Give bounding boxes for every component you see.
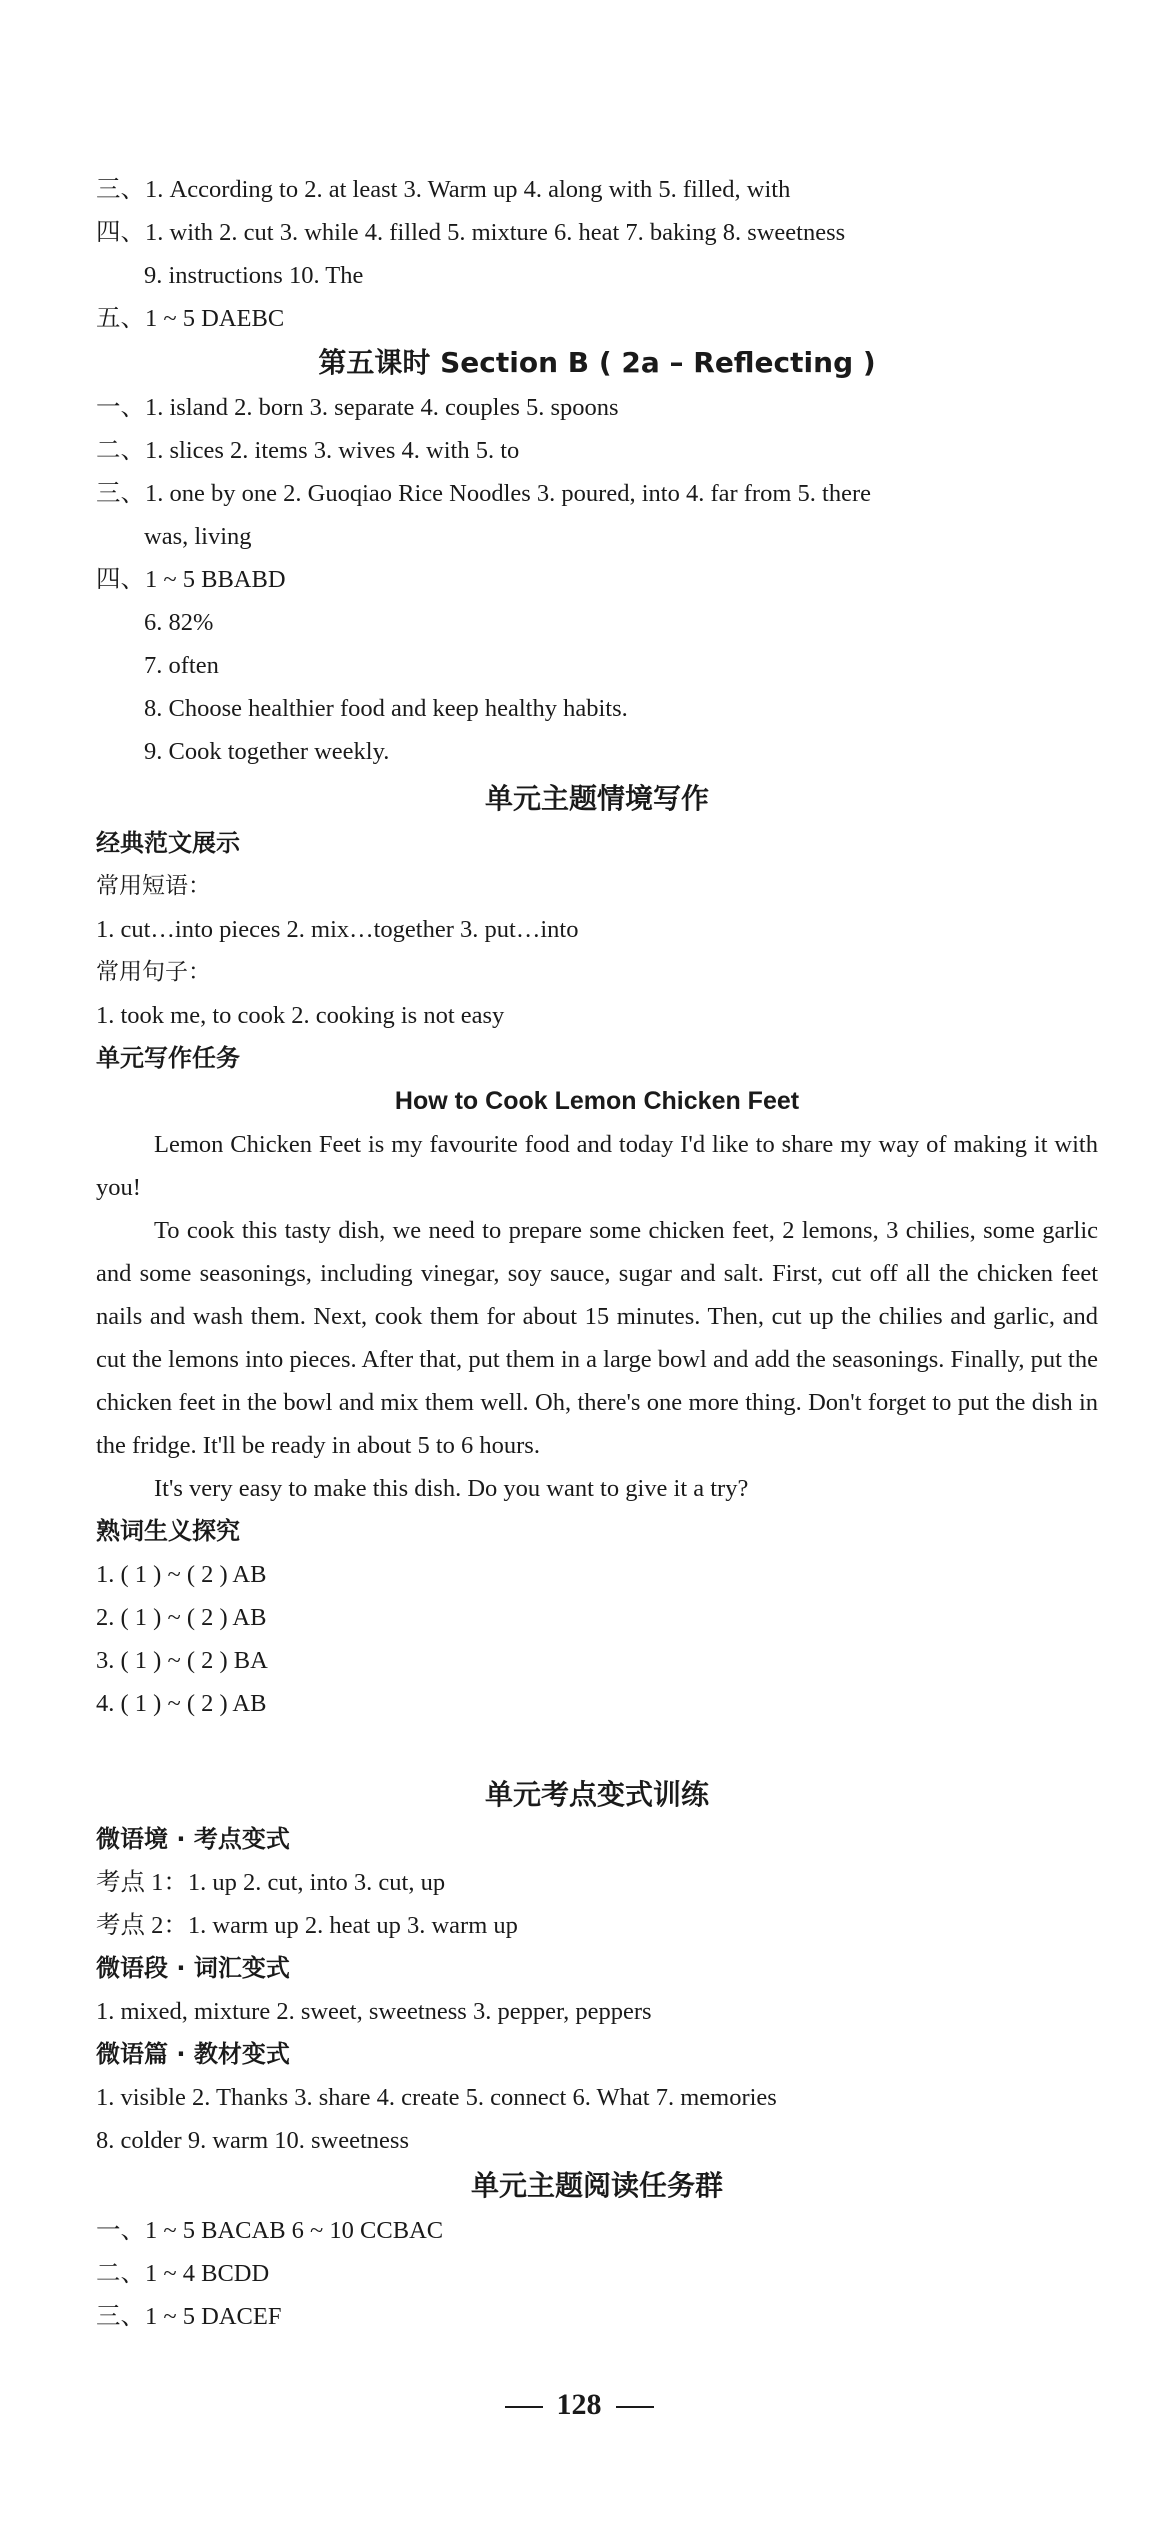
answer-line: 8. colder 9. warm 10. sweetness [96,2127,409,2154]
section-title: 第五课时 Section B ( 2a – Reflecting ) [318,346,876,379]
answer-line: 7. often [144,652,219,679]
answer-line: 考点 1：1. up 2. cut, into 3. cut, up [96,1869,446,1896]
answer-line: 四、1. with 2. cut 3. while 4. filled 5. mixture 6. heat 7. baking 8. sweetness [96,219,846,246]
answer-line: 9. Cook together weekly. [144,738,390,765]
essay-title: How to Cook Lemon Chicken Feet [394,1087,800,1115]
section-title: 单元主题阅读任务群 [470,2169,723,2202]
section-title: 单元考点变式训练 [484,1778,709,1811]
label: 常用句子： [96,959,211,985]
writing-section [96,776,1098,1725]
section-title: 单元主题情境写作 [484,782,709,815]
answer-line: 二、1 ~ 4 BCDD [96,2260,270,2287]
answer-line: 1. visible 2. Thanks 3. share 4. create 5. connect 6. What 7. memories [96,2084,777,2111]
answer-line: 6. 82% [144,609,214,636]
answer-line: 1. cut…into pieces 2. mix…together 3. put…into [96,916,579,943]
subsection-title: 微语段 · 词汇变式 [96,1954,290,1982]
answer-line: 三、1. one by one 2. Guoqiao Rice Noodles 3. poured, into 4. far from 5. there [96,480,871,507]
subsection-title: 单元写作任务 [96,1044,240,1072]
dash-right [616,2406,654,2408]
reading-section [96,2163,1098,2338]
answer-line: 1. took me, to cook 2. cooking is not easy [96,1002,505,1029]
subsection-title: 熟词生义探究 [96,1517,240,1545]
answer-line: 3. ( 1 ) ~ ( 2 ) BA [96,1647,268,1674]
page-number [0,2388,1158,2422]
subsection-title: 微语篇 · 教材变式 [96,2040,290,2068]
dash-left [505,2406,543,2408]
answer-line: 9. instructions 10. The [144,262,364,289]
answer-line: 8. Choose healthier food and keep healthy habits. [144,695,628,722]
answer-line: 四、1 ~ 5 BBABD [96,566,286,593]
essay-paragraph: It's very easy to make this dish. Do you want to give it a try? [154,1475,749,1502]
answer-line: was, living [144,523,252,550]
answer-line: 二、1. slices 2. items 3. wives 4. with 5. to [96,437,520,464]
answer-line: 2. ( 1 ) ~ ( 2 ) AB [96,1604,267,1631]
answer-line: 考点 2：1. warm up 2. heat up 3. warm up [96,1912,518,1939]
answer-line: 一、1. island 2. born 3. separate 4. couples 5. spoons [96,394,619,421]
training-section [96,1772,1098,2162]
answer-line: 三、1. According to 2. at least 3. Warm up 4. along with 5. filled, with [96,176,791,203]
answers-top [96,168,1098,340]
subsection-title: 微语境 · 考点变式 [96,1825,290,1853]
answer-line: 1. ( 1 ) ~ ( 2 ) AB [96,1561,267,1588]
lesson5-section [96,340,1098,773]
answer-line: 一、1 ~ 5 BACAB 6 ~ 10 CCBAC [96,2217,444,2244]
answer-line: 1. mixed, mixture 2. sweet, sweetness 3. pepper, peppers [96,1998,652,2025]
answer-line: 4. ( 1 ) ~ ( 2 ) AB [96,1690,267,1717]
page-number-text: 128 [556,2388,602,2421]
answer-line: 五、1 ~ 5 DAEBC [96,305,285,332]
essay-paragraph: Lemon Chicken Feet is my favourite food and today I'd like to share my way of making it with you! [96,1131,1098,1201]
essay-paragraph: To cook this tasty dish, we need to prepare some chicken feet, 2 lemons, 3 chilies, some garlic and some seasonings, including vinegar, soy sauce, sugar and salt. First, cut off all the chicken feet nails and wash them. Next, cook them for about 15 minutes. Then, cut up the chilies and garlic, and cut the lemons into pieces. After that, put them in a large bowl and add the seasonings. Finally, put the chicken feet in the bowl and mix them well. Oh, there's one more thing. Don't forget to put the dish in the fridge. It'll be ready in about 5 to 6 hours. [96,1217,1098,1459]
label: 常用短语： [96,873,211,899]
subsection-title: 经典范文展示 [96,829,240,857]
answer-line: 三、1 ~ 5 DACEF [96,2303,282,2330]
